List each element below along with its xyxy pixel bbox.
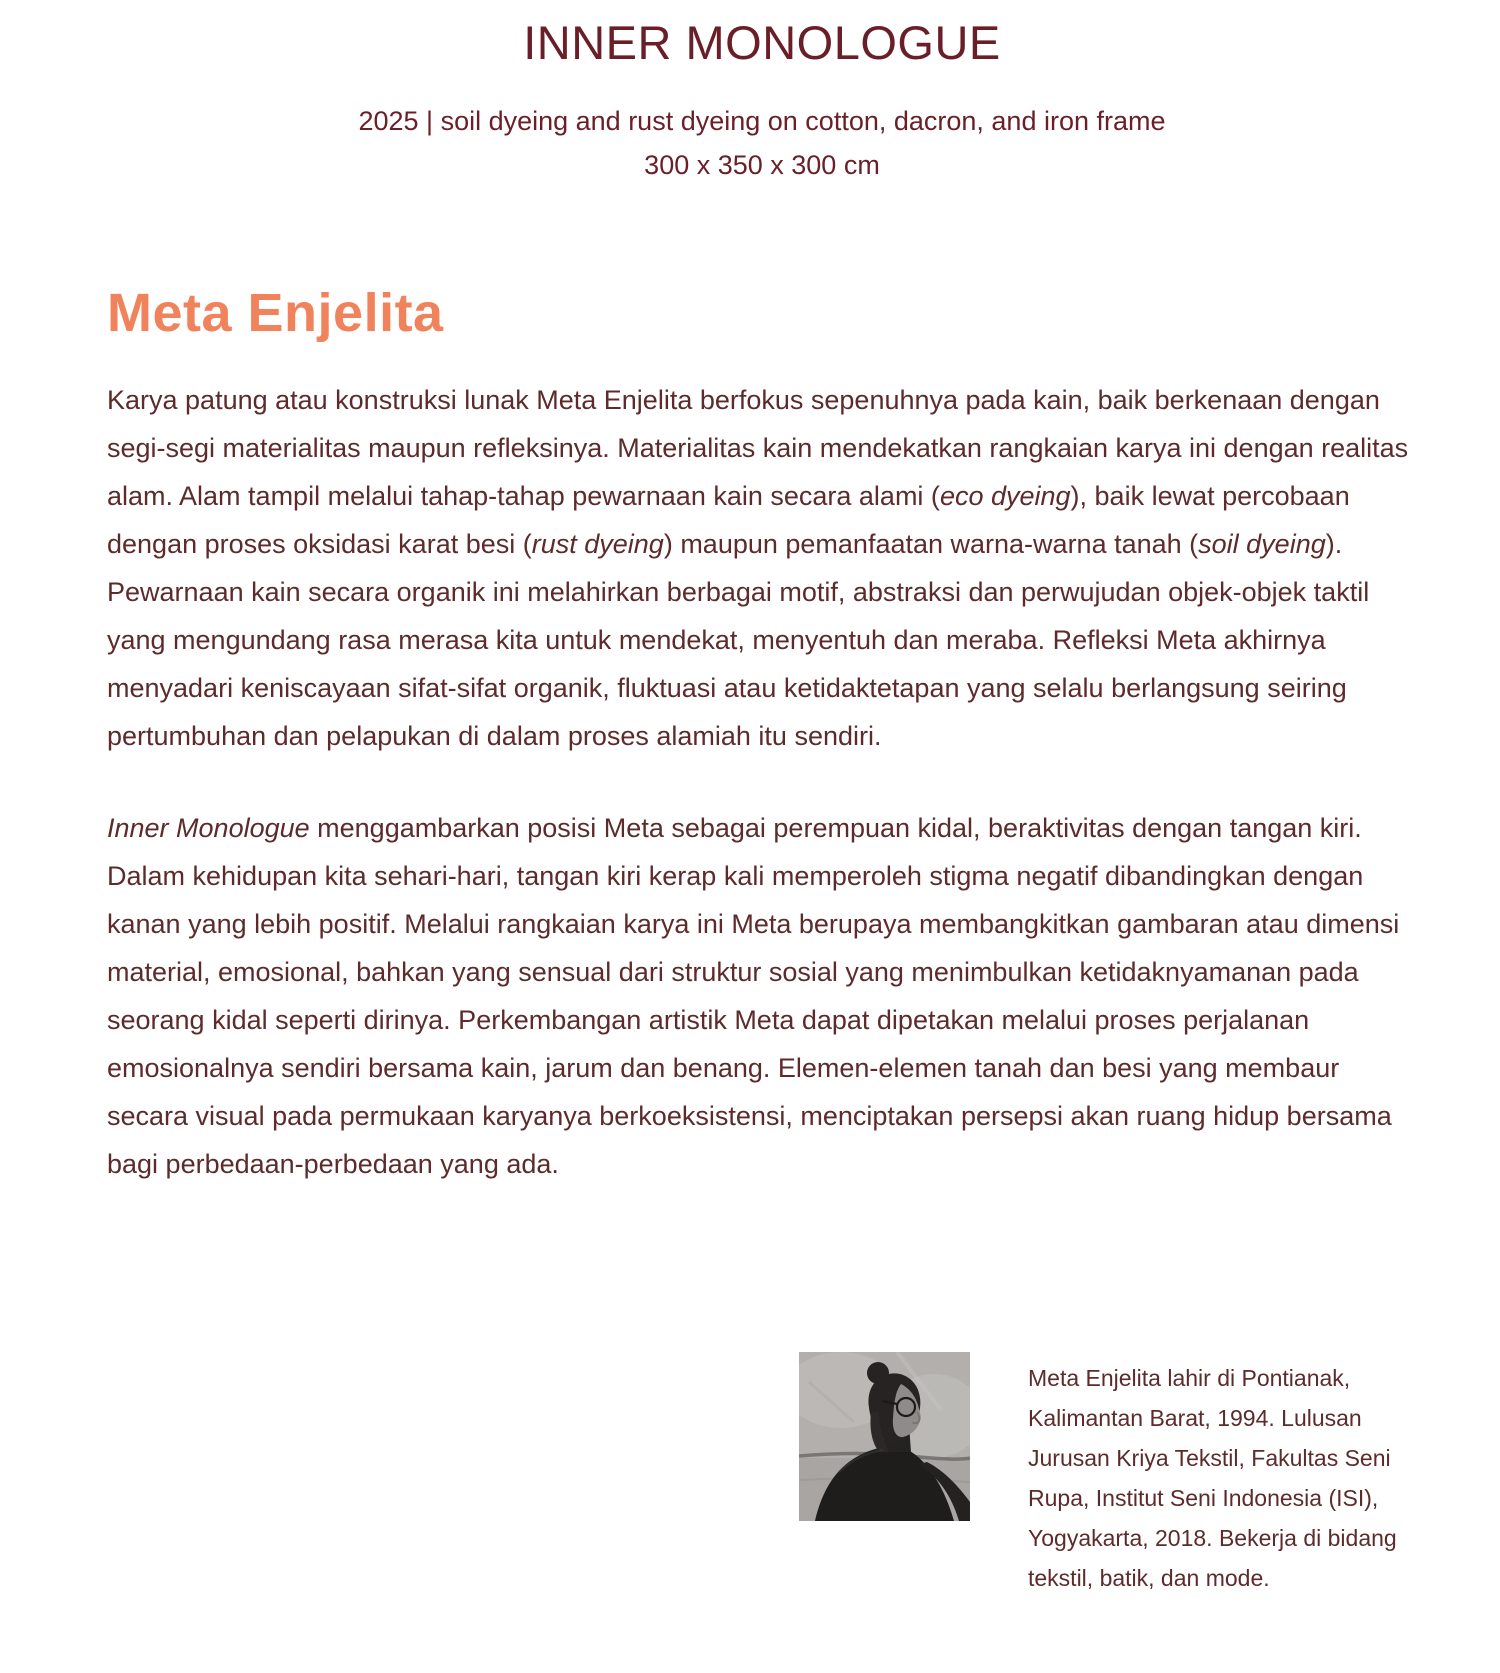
artist-bio-section [107,1352,1417,1598]
artist-photo-illustration [799,1352,970,1521]
artist-name-heading: Meta Enjelita [107,282,444,343]
content-column [107,0,1417,1598]
statement-paragraph-2: Inner Monologue menggambarkan posisi Meta sebagai perempuan kidal, beraktivitas dengan tangan kiri. Dalam kehidupan kita sehari-hari, tangan kiri kerap kali memperoleh stigma negatif dibandingkan dengan kanan yang lebih positif. Melalui rangkaian karya ini Meta berupaya membangkitkan gambaran atau dimensi material, emosional, bahkan yang sensual dari struktur sosial yang menimbulkan ketidaknyamanan pada seorang kidal seperti dirinya. Perkembangan artistik Meta dapat dipetakan melalui proses perjalanan emosionalnya sendiri bersama kain, jarum dan benang. Elemen-elemen tanah dan besi yang membaur secara visual pada permukaan karyanya berkoeksistensi, menciptakan persepsi akan ruang hidup bersama bagi perbedaan-perbedaan yang ada. [107,812,1400,1179]
artwork-dimensions-line: 300 x 350 x 300 cm [644,149,880,180]
artwork-title: INNER MONOLOGUE [523,16,1001,69]
artwork-medium-line: 2025 | soil dyeing and rust dyeing on cotton, dacron, and iron frame [358,105,1166,136]
artist-photo [799,1352,970,1521]
statement-paragraph-1: Karya patung atau konstruksi lunak Meta Enjelita berfokus sepenuhnya pada kain, baik berkenaan dengan segi-segi materialitas maupun refleksinya. Materialitas kain mendekatkan rangkaian karya ini dengan realitas alam. Alam tampil melalui tahap-tahap pewarnaan kain secara alami (eco dyeing), baik lewat percobaan dengan proses oksidasi karat besi (rust dyeing) maupun pemanfaatan warna-warna tanah (soil dyeing). Pewarnaan kain secara organik ini melahirkan berbagai motif, abstraksi dan perwujudan objek-objek taktil yang mengundang rasa merasa kita untuk mendekat, menyentuh dan meraba. Refleksi Meta akhirnya menyadari keniscayaan sifat-sifat organik, fluktuasi atau ketidaktetapan yang selalu berlangsung seiring pertumbuhan dan pelapukan di dalam proses alamiah itu sendiri. [107,384,1409,751]
artwork-header [107,0,1417,187]
artwork-caption [107,99,1417,187]
artist-bio-text: Meta Enjelita lahir di Pontianak, Kalimantan Barat, 1994. Lulusan Jurusan Kriya Tekstil, Fakultas Seni Rupa, Institut Seni Indonesia (ISI), Yogyakarta, 2018. Bekerja di bidang tekstil, batik, dan mode. [1028,1364,1397,1591]
